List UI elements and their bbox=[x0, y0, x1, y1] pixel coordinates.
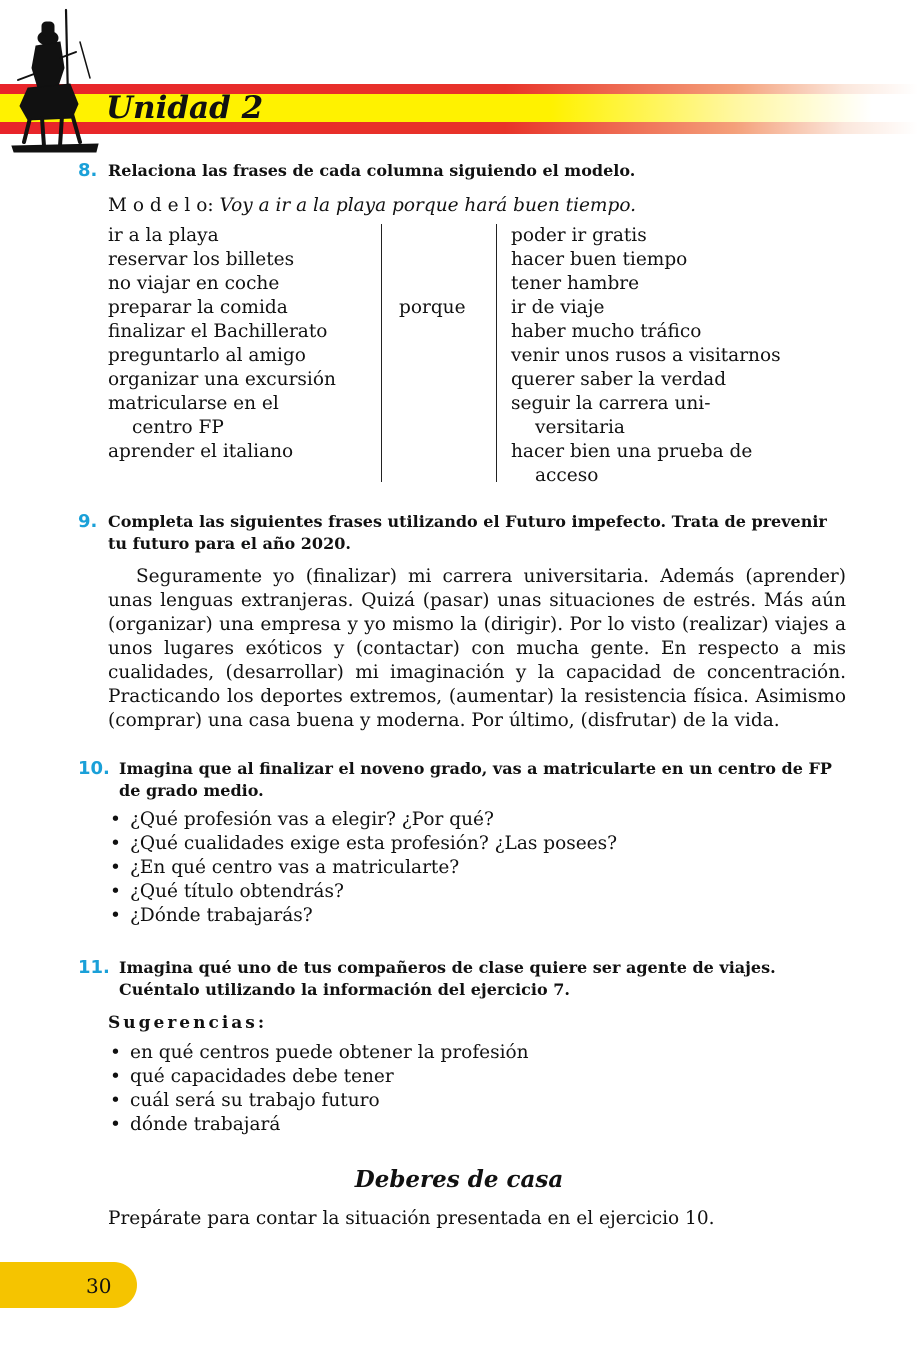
list-item: no viajar en coche bbox=[108, 273, 280, 294]
exercise-number: 9. bbox=[78, 511, 98, 532]
exercise-9 bbox=[78, 511, 846, 733]
list-item: finalizar el Bachillerato bbox=[108, 321, 328, 342]
exercise-heading: Imagina qué uno de tus compañeros de clase quiere ser agente de viajes. Cuéntalo utilizando la información del ejercicio 7. bbox=[119, 958, 776, 999]
exercise-number: 11. bbox=[78, 957, 110, 978]
list-item: preparar la comida bbox=[108, 297, 288, 318]
question-list bbox=[108, 808, 846, 928]
list-item: aprender el italiano bbox=[108, 441, 294, 462]
unit-title: Unidad 2 bbox=[106, 90, 264, 126]
right-column bbox=[511, 224, 801, 488]
list-item: organizar una excursión bbox=[108, 369, 336, 390]
exercise-paragraph: Seguramente yo (finalizar) mi carrera universitaria. Además (aprender) unas lenguas extranjeras. Quizá (pasar) unas situaciones de estrés. Más aún (organizar) una empresa y yo mismo la (dirigir). Por lo visto (realizar) viajes a unos lugares exóticos y (contactar) con mucha gente. En respecto a mis cualidades, (desarrollar) mi imaginación y la capacidad de concentración. Practicando los deportes extremos, (aumentar) la resistencia física. Asimismo (comprar) una casa buena y moderna. Por último, (disfrutar) de la vida. bbox=[108, 566, 846, 731]
list-item: • ¿Dónde trabajarás? bbox=[108, 904, 846, 928]
list-item: seguir la carrera uni- bbox=[511, 393, 711, 414]
list-item: acceso bbox=[535, 465, 599, 486]
list-item: • ¿En qué centro vas a matricularte? bbox=[108, 856, 846, 880]
list-item: venir unos rusos a visitarnos bbox=[511, 345, 781, 366]
page-number: 30 bbox=[86, 1274, 112, 1298]
list-item: ir a la playa bbox=[108, 225, 219, 246]
exercise-11 bbox=[78, 957, 846, 1137]
exercise-heading: Relaciona las frases de cada columna siguiendo el modelo. bbox=[108, 161, 636, 180]
list-item: • ¿Qué título obtendrás? bbox=[108, 880, 846, 904]
list-item: tener hambre bbox=[511, 273, 640, 294]
model-line bbox=[108, 194, 846, 218]
don-quixote-silhouette-icon bbox=[8, 8, 102, 154]
suggestions-label: Sugerencias: bbox=[108, 1013, 268, 1033]
list-item: poder ir gratis bbox=[511, 225, 647, 246]
connector-word: porque bbox=[399, 297, 466, 318]
page-number-tab bbox=[0, 1262, 137, 1308]
suggestion-list bbox=[108, 1041, 846, 1137]
list-item: matricularse en el bbox=[108, 393, 279, 414]
exercise-10 bbox=[78, 758, 846, 928]
exercise-8 bbox=[78, 160, 846, 486]
exercise-number: 10. bbox=[78, 758, 110, 779]
list-item: • ¿Qué profesión vas a elegir? ¿Por qué? bbox=[108, 808, 846, 832]
list-item: versitaria bbox=[535, 417, 625, 438]
list-item: ir de viaje bbox=[511, 297, 605, 318]
list-item: hacer buen tiempo bbox=[511, 249, 688, 270]
list-item: haber mucho tráfico bbox=[511, 321, 702, 342]
homework-title: Deberes de casa bbox=[354, 1166, 564, 1193]
list-item: centro FP bbox=[132, 417, 224, 438]
exercise-heading: Completa las siguientes frases utilizando el Futuro impefecto. Trata de prevenir tu futuro para el año 2020. bbox=[108, 512, 827, 553]
list-item: • ¿Qué cualidades exige esta profesión? ¿Las posees? bbox=[108, 832, 846, 856]
list-item: hacer bien una prueba de bbox=[511, 441, 753, 462]
exercise-heading: Imagina que al finalizar el noveno grado, vas a matricularte en un centro de FP de grado medio. bbox=[119, 759, 832, 800]
model-label: M o d e l o: bbox=[108, 195, 214, 216]
exercise-number: 8. bbox=[78, 160, 98, 181]
list-item: • qué capacidades debe tener bbox=[108, 1065, 846, 1089]
list-item: • cuál será su trabajo futuro bbox=[108, 1089, 846, 1113]
column-divider bbox=[496, 224, 497, 482]
column-divider bbox=[381, 224, 382, 482]
left-column bbox=[108, 224, 378, 464]
model-text: Voy a ir a la playa porque hará buen tiempo. bbox=[219, 195, 637, 216]
list-item: querer saber la verdad bbox=[511, 369, 727, 390]
homework-text: Prepárate para contar la situación presentada en el ejercicio 10. bbox=[108, 1208, 715, 1229]
matching-columns bbox=[108, 224, 846, 486]
list-item: reservar los billetes bbox=[108, 249, 295, 270]
list-item: preguntarlo al amigo bbox=[108, 345, 306, 366]
list-item: • dónde trabajará bbox=[108, 1113, 846, 1137]
list-item: • en qué centros puede obtener la profesión bbox=[108, 1041, 846, 1065]
